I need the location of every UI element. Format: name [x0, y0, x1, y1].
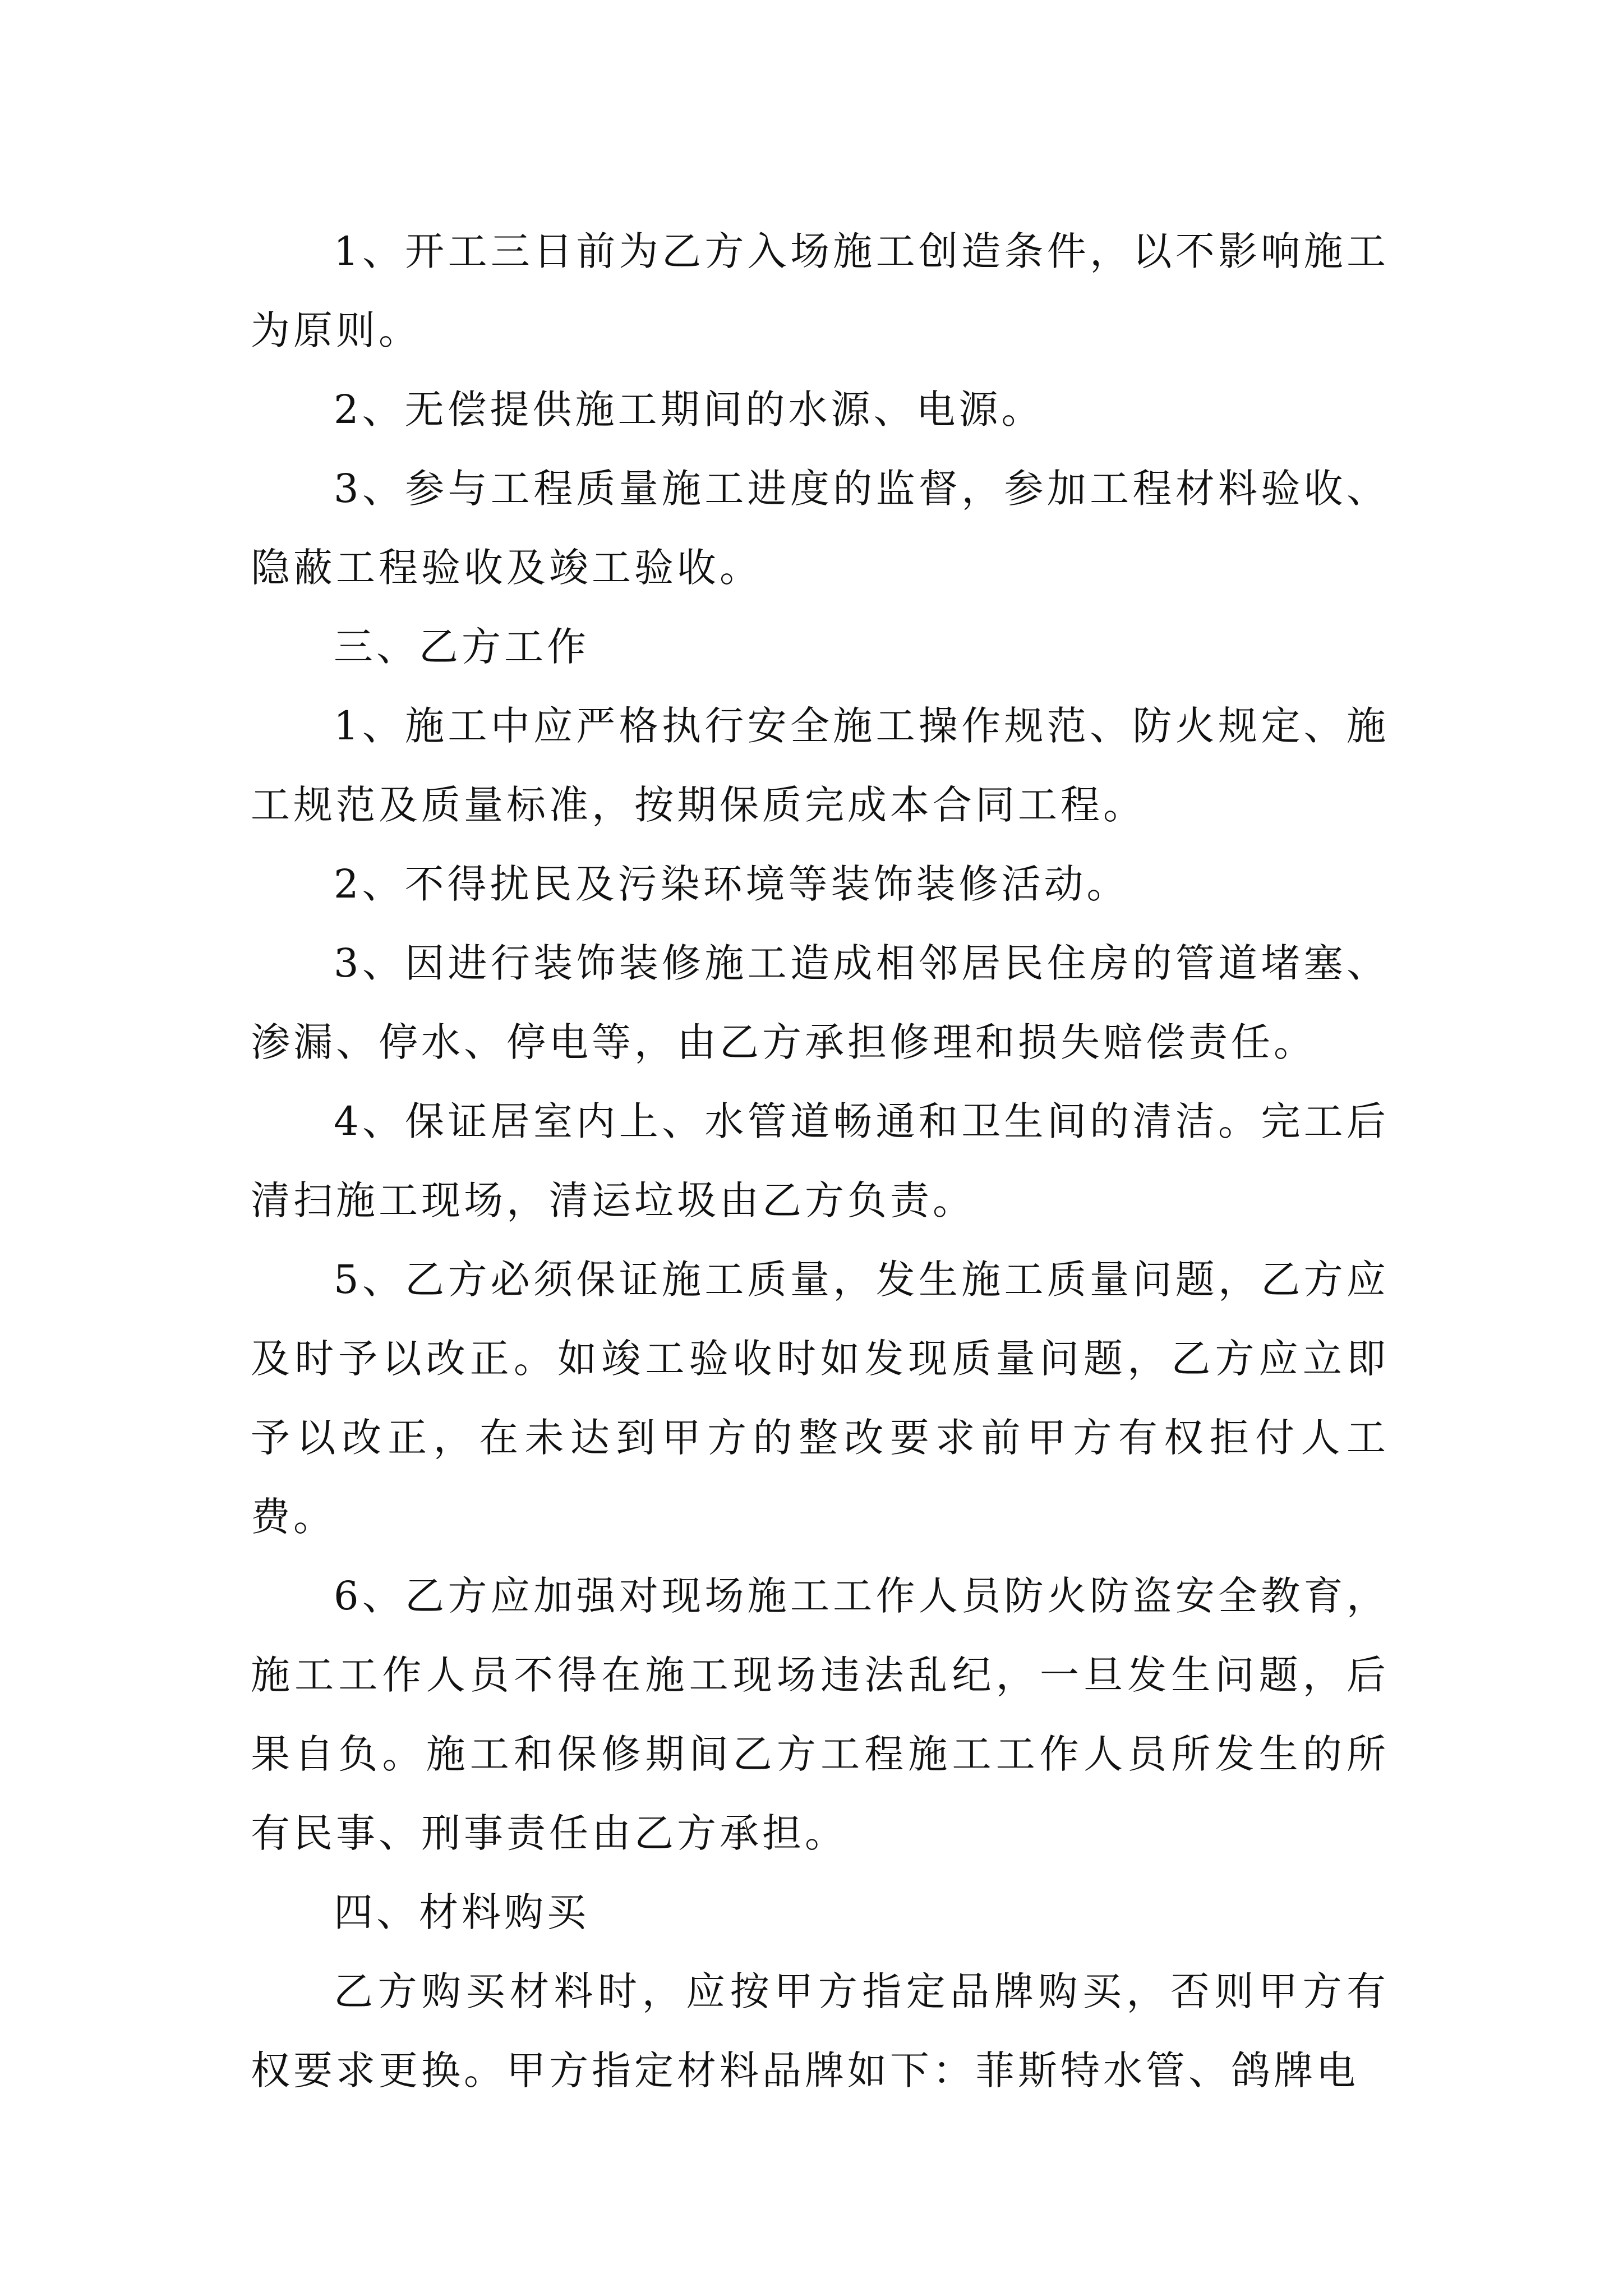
- clause-party-b-1: 1、施工中应严格执行安全施工操作规范、防火规定、施工规范及质量标准，按期保质完成本合同工程。: [251, 703, 1389, 828]
- clause-party-a-1: 1、开工三日前为乙方入场施工创造条件，以不影响施工为原则。: [251, 228, 1389, 353]
- clause-party-b-4: 4、保证居室内上、水管道畅通和卫生间的清洁。完工后清扫施工现场，清运垃圾由乙方负责。: [251, 1098, 1389, 1223]
- clause-party-b-2: 2、不得扰民及污染环境等装饰装修活动。: [334, 861, 1129, 907]
- clause-party-b-3: 3、因进行装饰装修施工造成相邻居民住房的管道堵塞、渗漏、停水、停电等，由乙方承担修理和损失赔偿责任。: [251, 940, 1389, 1065]
- clause-party-a-3: 3、参与工程质量施工进度的监督，参加工程材料验收、隐蔽工程验收及竣工验收。: [251, 466, 1389, 591]
- document-body: [251, 212, 1389, 2110]
- clause-party-b-6: 6、乙方应加强对现场施工工作人员防火防盗安全教育，施工工作人员不得在施工现场违法乱纪，一旦发生问题，后果自负。施工和保修期间乙方工程施工工作人员所发生的所有民事、刑事责任由乙方承担。: [251, 1573, 1389, 1856]
- clause-party-a-2: 2、无偿提供施工期间的水源、电源。: [334, 386, 1044, 432]
- section-heading-materials: 四、材料购买: [334, 1889, 589, 1935]
- clause-materials-1: 乙方购买材料时，应按甲方指定品牌购买，否则甲方有权要求更换。甲方指定材料品牌如下：菲斯特水管、鸽牌电: [251, 1968, 1389, 2093]
- clause-party-b-5: 5、乙方必须保证施工质量，发生施工质量问题，乙方应及时予以改正。如竣工验收时如发现质量问题，乙方应立即予以改正，在未达到甲方的整改要求前甲方有权拒付人工费。: [251, 1257, 1389, 1540]
- section-heading-party-b: 三、乙方工作: [334, 624, 589, 670]
